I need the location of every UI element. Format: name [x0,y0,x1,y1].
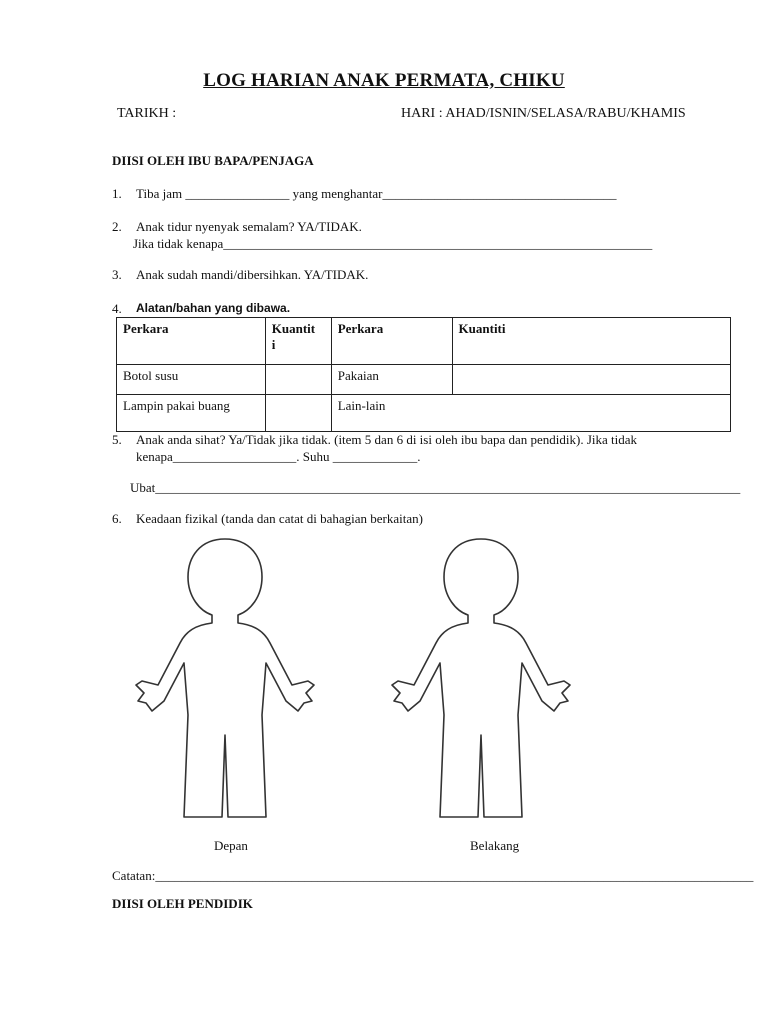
cell-lain-lain: Lain-lain [331,395,730,432]
q2-sleep-text: Anak tidur nyenyak semalam? YA/TIDAK. [136,219,362,234]
header-kuantiti [265,318,331,365]
q2-reason-line: Jika tidak kenapa__________________________________________________________________ [133,236,653,251]
q5-reason-line: kenapa___________________. Suhu _____________. [136,449,421,464]
cell-lampin: Lampin pakai buang [117,395,266,432]
figure-label-front: Depan [214,838,248,853]
table-row [117,365,731,395]
q1-number: 1. [112,186,122,201]
body-outline-back-icon[interactable] [386,535,576,835]
header-kuantiti-2: Kuantiti [452,318,730,365]
q6-physical-text: Keadaan fizikal (tanda dan catat di bahagian berkaitan) [136,511,423,526]
header-perkara-2: Perkara [331,318,452,365]
q4-number: 4. [112,301,122,316]
cell-botol-susu: Botol susu [117,365,266,395]
items-table [116,317,731,432]
day-label: HARI : AHAD/ISNIN/SELASA/RABU/KHAMIS [401,106,686,121]
table-row [117,395,731,432]
date-label: TARIKH : [117,106,177,121]
header-perkara: Perkara [117,318,266,365]
q4-items-text: Alatan/bahan yang dibawa. [136,301,291,315]
body-outline-front-icon[interactable] [130,535,320,835]
header-kuantiti-part1: Kuantit [271,321,316,336]
q3-number: 3. [112,267,122,282]
q1-arrival-text: Tiba jam ________________ yang menghantar____________________________________ [136,186,617,201]
q5-medicine-line: Ubat__________________________________________________________________________________________ [130,480,741,495]
cell-pakaian: Pakaian [331,365,452,395]
q6-number: 6. [112,511,122,526]
section-teacher-heading: DIISI OLEH PENDIDIK [112,896,253,911]
notes-line: Catatan:____________________________________________________________________________________________ [112,868,754,883]
q3-bath-text: Anak sudah mandi/dibersihkan. YA/TIDAK. [136,267,369,282]
cell-lampin-qty[interactable] [265,395,331,432]
q2-number: 2. [112,219,122,234]
section-parent-heading: DIISI OLEH IBU BAPA/PENJAGA [112,153,314,168]
q5-health-text: Anak anda sihat? Ya/Tidak jika tidak. (item 5 dan 6 di isi oleh ibu bapa dan pendidik). Jika tidak [136,432,638,447]
figure-label-back: Belakang [470,838,520,853]
page-title: LOG HARIAN ANAK PERMATA, CHIKU [203,70,565,91]
table-header-row [117,318,731,365]
cell-botol-susu-qty[interactable] [265,365,331,395]
cell-pakaian-qty[interactable] [452,365,730,395]
header-kuantiti-part2: i [271,337,276,352]
q5-number: 5. [112,432,122,447]
